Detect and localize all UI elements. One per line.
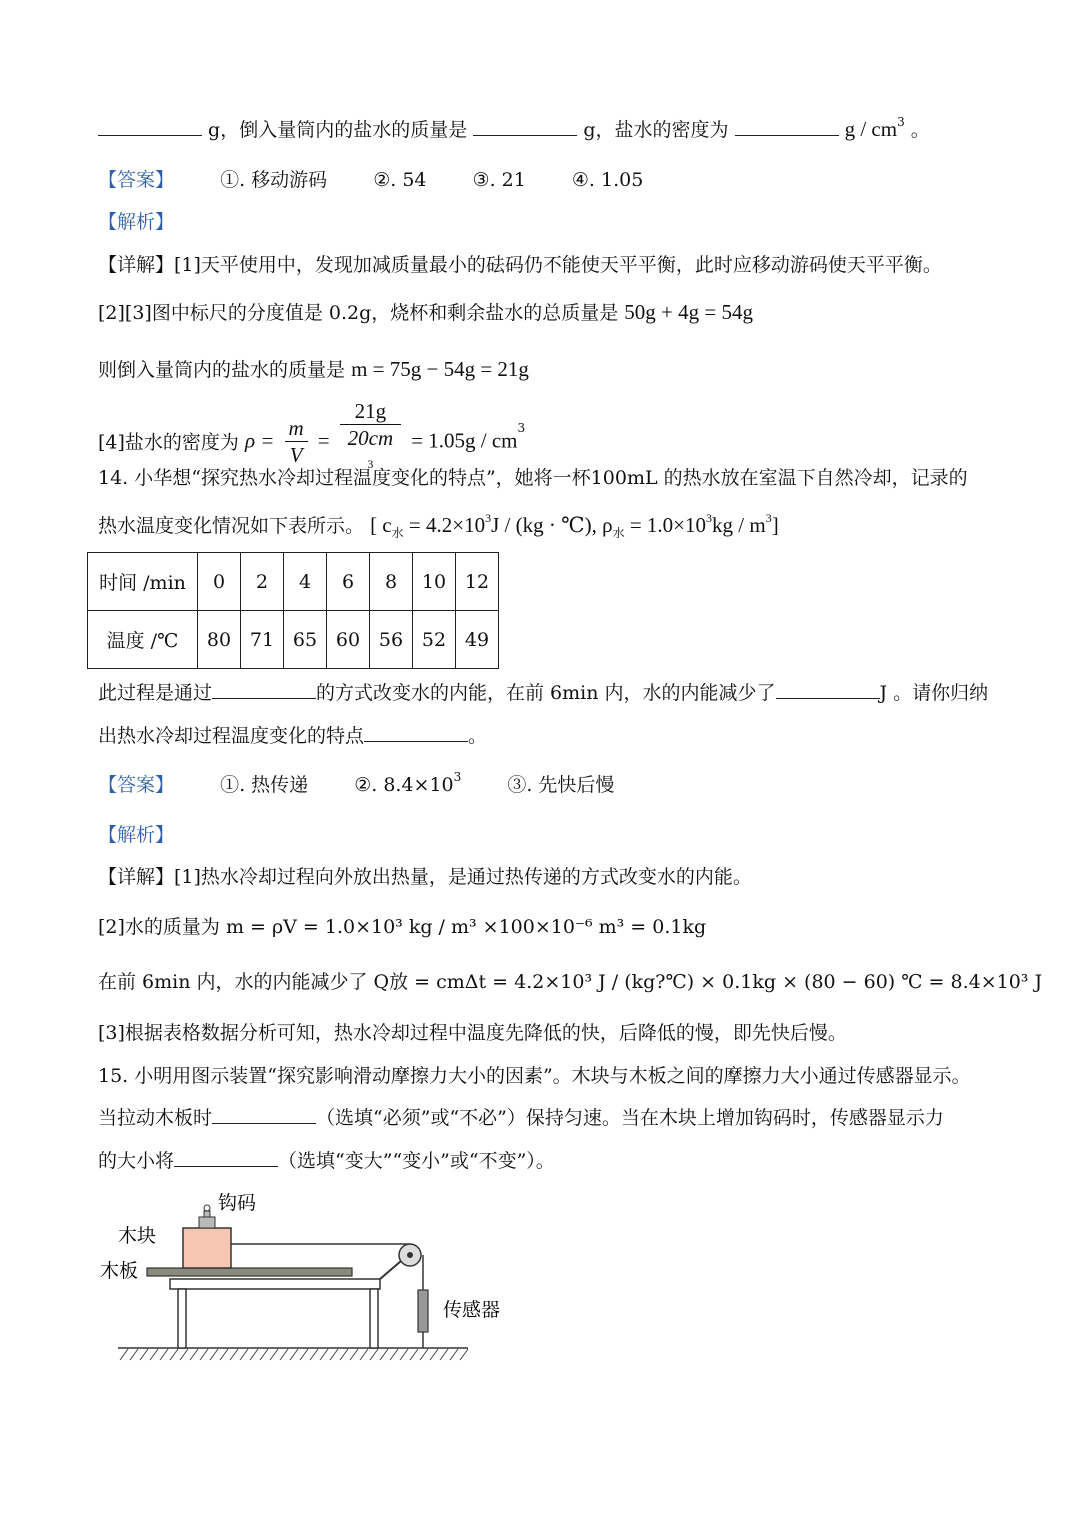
analysis-tag: 【解析】	[98, 824, 175, 846]
answer-item: ④. 1.05	[571, 169, 644, 191]
analysis-tag: 【解析】	[98, 211, 175, 233]
blank-q14-3[interactable]	[364, 725, 468, 742]
label-board: 木板	[100, 1260, 139, 1282]
table-row: 时间 /min 0 2 4 6 8 10 12	[88, 553, 499, 611]
table-row: 温度 /℃ 80 71 65 60 56 52 49	[88, 611, 499, 669]
q14-detail-4: [3]根据表格数据分析可知，热水冷却过程中温度先降低的快，后降低的慢，即先快后慢。	[98, 1022, 847, 1044]
q13-detail-4: [4]盐水的密度为 ρ = $\frac{m}{V}$ = 21g 20cm $^3$ = $1.05g / cm^3$	[98, 398, 525, 484]
q15-stem-3: 的大小将 （选填“变大”“变小”或“不变”）。	[98, 1150, 555, 1172]
q14-detail-3: 在前 6min 内，水的内能减少了 Q放 = cmΔt = 4.2×10³ J / (kg?℃) × 0.1kg × (80 − 60) ℃ = 8.4×10³ J	[98, 971, 1043, 993]
temperature-table	[87, 552, 499, 669]
answer-item: ③. 21	[472, 169, 526, 191]
q13-detail-1: 【详解】[1]天平使用中，发现加减质量最小的砝码仍不能使天平平衡，此时应移动游码使天平平衡。	[98, 254, 942, 276]
q13-answer-line	[98, 165, 643, 192]
q13-detail-2: [2][3]图中标尺的分度值是 0.2g，烧杯和剩余盐水的总质量是 50g + 4g = 54g	[98, 300, 753, 324]
blank-3[interactable]	[735, 119, 839, 136]
q14-fill-2: 出热水冷却过程温度变化的特点 。	[98, 725, 488, 747]
fraction-m-over-v: $\frac{m}{V}$	[285, 415, 308, 468]
q15-stem-1: 15. 小明用图示装置“探究影响滑动摩擦力大小的因素”。木块与木板之间的摩擦力大小通过传感器显示。	[98, 1065, 971, 1087]
blank-q15-1[interactable]	[212, 1107, 316, 1124]
label-block: 木块	[118, 1225, 157, 1247]
answer-item: ①. 热传递	[220, 774, 309, 796]
q13-fill-line: g，倒入量筒内的盐水的质量是 g，盐水的密度为 g / $cm^3$ 。	[98, 115, 930, 142]
label-sensor: 传感器	[443, 1299, 501, 1321]
blank-q15-2[interactable]	[174, 1150, 278, 1167]
blank-1[interactable]	[98, 119, 202, 136]
label-weight: 钩码	[218, 1192, 257, 1214]
answer-tag: 【答案】	[98, 169, 175, 191]
answer-item: ③. 先快后慢	[507, 774, 615, 796]
blank-2[interactable]	[473, 119, 577, 136]
friction-apparatus-figure	[90, 1185, 501, 1370]
q14-answer-line: 【答案】 ①. 热传递 ②. $8.4\times 10^3$ ③. 先快后慢	[98, 770, 615, 796]
answer-item: ②. $8.4\times 10^3$	[354, 770, 462, 796]
answer-item: ①. 移动游码	[220, 169, 328, 191]
q14-detail-2: [2]水的质量为 m = ρV = 1.0×10³ kg / m³ ×100×10⁻⁶ m³ = 0.1kg	[98, 916, 707, 938]
blank-q14-1[interactable]	[212, 682, 316, 699]
fraction-21g-over-20cm3: 21g 20cm $^3$	[340, 398, 402, 484]
q14-fill-1: 此过程是通过 的方式改变水的内能，在前 6min 内，水的内能减少了 J 。请你归纳	[98, 682, 989, 704]
q14-stem-2: 热水温度变化情况如下表所示。 [ $c_水 = 4.2\times 10^3J / (kg$ · ℃), $\rho_水 = 1.0\times 10^3kg / m^3$]	[98, 511, 779, 540]
q14-detail-1: 【详解】[1]热水冷却过程向外放出热量，是通过热传递的方式改变水的内能。	[98, 866, 752, 888]
blank-q14-2[interactable]	[776, 682, 880, 699]
q15-stem-2: 当拉动木板时 （选填“必须”或“不必”）保持匀速。当在木块上增加钩码时，传感器显示力	[98, 1107, 944, 1129]
q14-stem-1: 14. 小华想“探究热水冷却过程温度变化的特点”，她将一杯100mL 的热水放在室温下自然冷却，记录的	[98, 467, 968, 489]
q13-detail-3: 则倒入量筒内的盐水的质量是 m = 75g − 54g = 21g	[98, 357, 529, 381]
answer-item: ②. 54	[373, 169, 427, 191]
